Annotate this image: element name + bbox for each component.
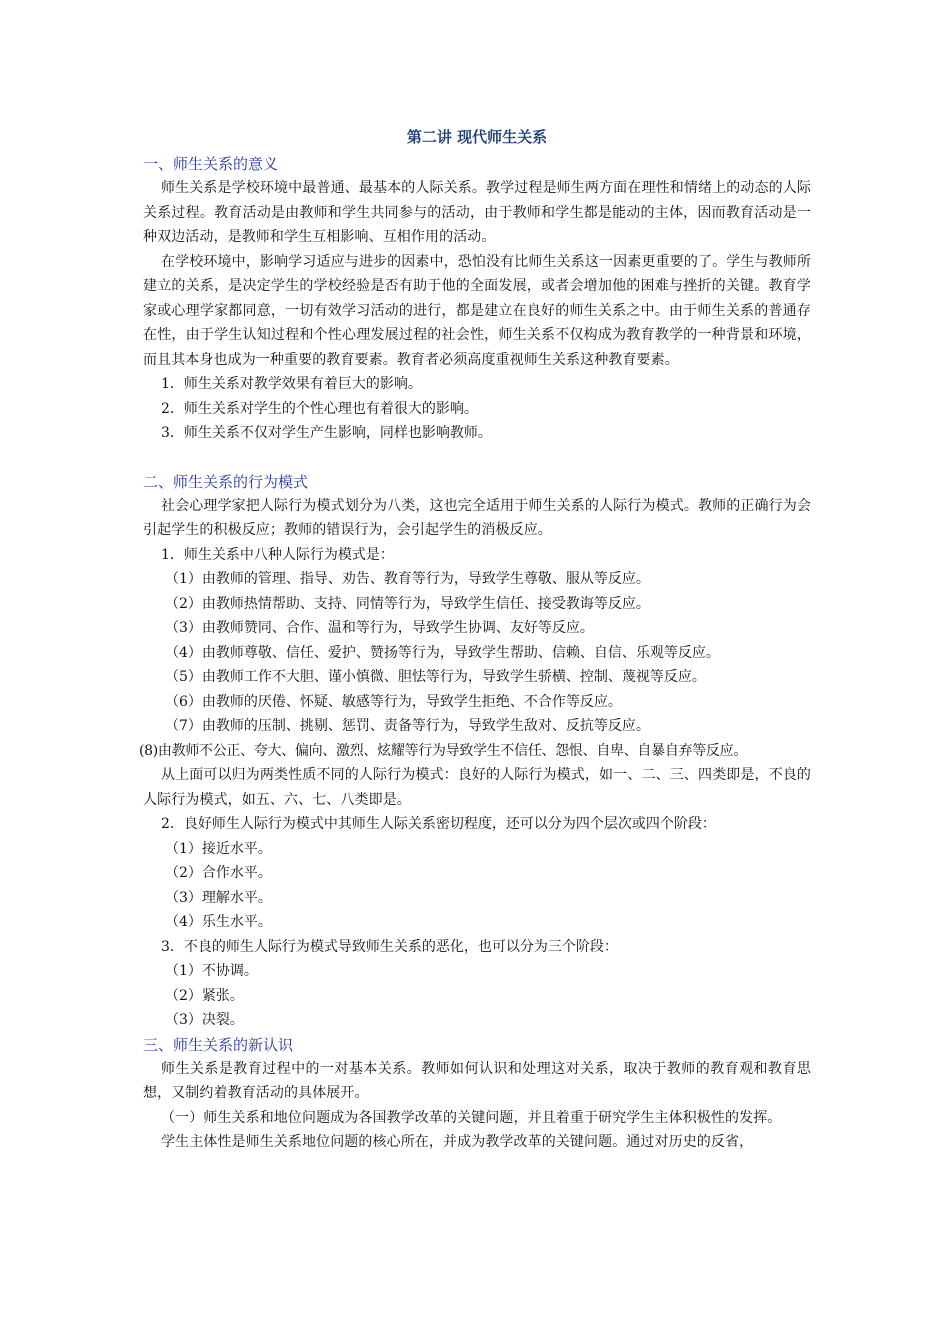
section-1-paragraph-1: 师生关系是学校环境中最普通、最基本的人际关系。教学过程是师生两方面在理性和情绪上的动态的人际关系过程。教育活动是由教师和学生共同参与的活动，由于教师和学生都是能动的主体，因而教育活动是一种双边活动，是教师和学生互相影响、互相作用的活动。	[143, 180, 811, 245]
section-2-summary: 从上面可以归为两类性质不同的人际行为模式：良好的人际行为模式，如一、二、三、四类即是，不良的人际行为模式，如五、六、七、八类即是。	[143, 767, 811, 808]
behavior-mode-3: （3）由教师赞同、合作、温和等行为，导致学生协调、友好等反应。	[165, 620, 594, 636]
section-1-item-3: 3．师生关系不仅对学生产生影响，同样也影响教师。	[161, 425, 492, 441]
behavior-mode-7: （7）由教师的压制、挑剔、惩罚、责备等行为，导致学生敌对、反抗等反应。	[165, 718, 650, 734]
deterioration-stage-3: （3）决裂。	[165, 1012, 244, 1028]
section-3-paragraph-1: 师生关系是教育过程中的一对基本关系。教师如何认识和处理这对关系，取决于教师的教育观和教育思想，又制约着教育活动的具体展开。	[143, 1060, 811, 1101]
behavior-mode-1: （1）由教师的管理、指导、劝告、教育等行为，导致学生尊敬、服从等反应。	[165, 571, 650, 587]
section-1-paragraph-2: 在学校环境中，影响学习适应与进步的因素中，恐怕没有比师生关系这一因素更重要的了。学生与教师所建立的关系，是决定学生的学校经验是否有助于他的全面发展，或者会增加他的困难与挫折的关键。教育学家或心理学家都同意，一切有效学习活动的进行，都是建立在良好的师生关系之中。由于师生关系的普通存在性，由于学生认知过程和个性心理发展过程的社会性，师生关系不仅构成为教育教学的一种背景和环境，而且其本身也成为一种重要的教育要素。教育者必须高度重视师生关系这种教育要素。	[143, 253, 811, 368]
behavior-mode-5: （5）由教师工作不大胆、谨小慎微、胆怯等行为，导致学生骄横、控制、蔑视等反应。	[165, 669, 706, 685]
section-2-item-2: 2．良好师生人际行为模式中其师生人际关系密切程度，还可以分为四个层次或四个阶段：	[161, 816, 716, 832]
section-1-heading: 一、师生关系的意义	[143, 155, 279, 173]
section-2-item-1: 1．师生关系中八种人际行为模式是：	[161, 546, 394, 563]
section-1-item-1: 1．师生关系对教学效果有着巨大的影响。	[161, 376, 422, 392]
section-1-item-2: 2．师生关系对学生的个性心理也有着很大的影响。	[161, 400, 478, 417]
behavior-mode-8: (8)由教师不公正、夸大、偏向、激烈、炫耀等行为导致学生不信任、怨恨、自卑、自暴自弃等反应。	[139, 742, 748, 759]
section-spacer	[143, 446, 811, 470]
behavior-mode-4: （4）由教师尊敬、信任、爱护、赞扬等行为，导致学生帮助、信赖、自信、乐观等反应。	[165, 644, 720, 661]
section-3-paragraph-2: （一）师生关系和地位问题成为各国教学改革的关键问题，并且着重于研究学生主体积极性的发挥。	[161, 1109, 782, 1126]
deterioration-stage-1: （1）不协调。	[165, 963, 258, 979]
deterioration-stage-2: （2）紧张。	[165, 987, 244, 1004]
closeness-level-4: （4）乐生水平。	[165, 914, 272, 930]
closeness-level-3: （3）理解水平。	[165, 889, 272, 906]
behavior-mode-6: （6）由教师的厌倦、怀疑、敏感等行为，导致学生拒绝、不合作等反应。	[165, 693, 622, 710]
document-title: 第二讲 现代师生关系	[406, 128, 548, 146]
section-2-paragraph-1: 社会心理学家把人际行为模式划分为八类，这也完全适用于师生关系的人际行为模式。教师的正确行为会引起学生的积极反应；教师的错误行为，会引起学生的消极反应。	[143, 497, 811, 538]
section-3-heading: 三、师生关系的新认识	[143, 1035, 294, 1054]
section-3-paragraph-3: 学生主体性是师生关系地位问题的核心所在，并成为教学改革的关键问题。通过对历史的反省，	[161, 1134, 754, 1150]
section-2-heading: 二、师生关系的行为模式	[143, 472, 309, 491]
closeness-level-2: （2）合作水平。	[165, 865, 272, 881]
behavior-mode-2: （2）由教师热情帮助、支持、同情等行为，导致学生信任、接受教诲等反应。	[165, 595, 650, 612]
closeness-level-1: （1）接近水平。	[165, 840, 272, 857]
document-page	[139, 128, 811, 1155]
section-2-item-3: 3．不良的师生人际行为模式导致师生关系的恶化，也可以分为三个阶段：	[161, 938, 618, 955]
